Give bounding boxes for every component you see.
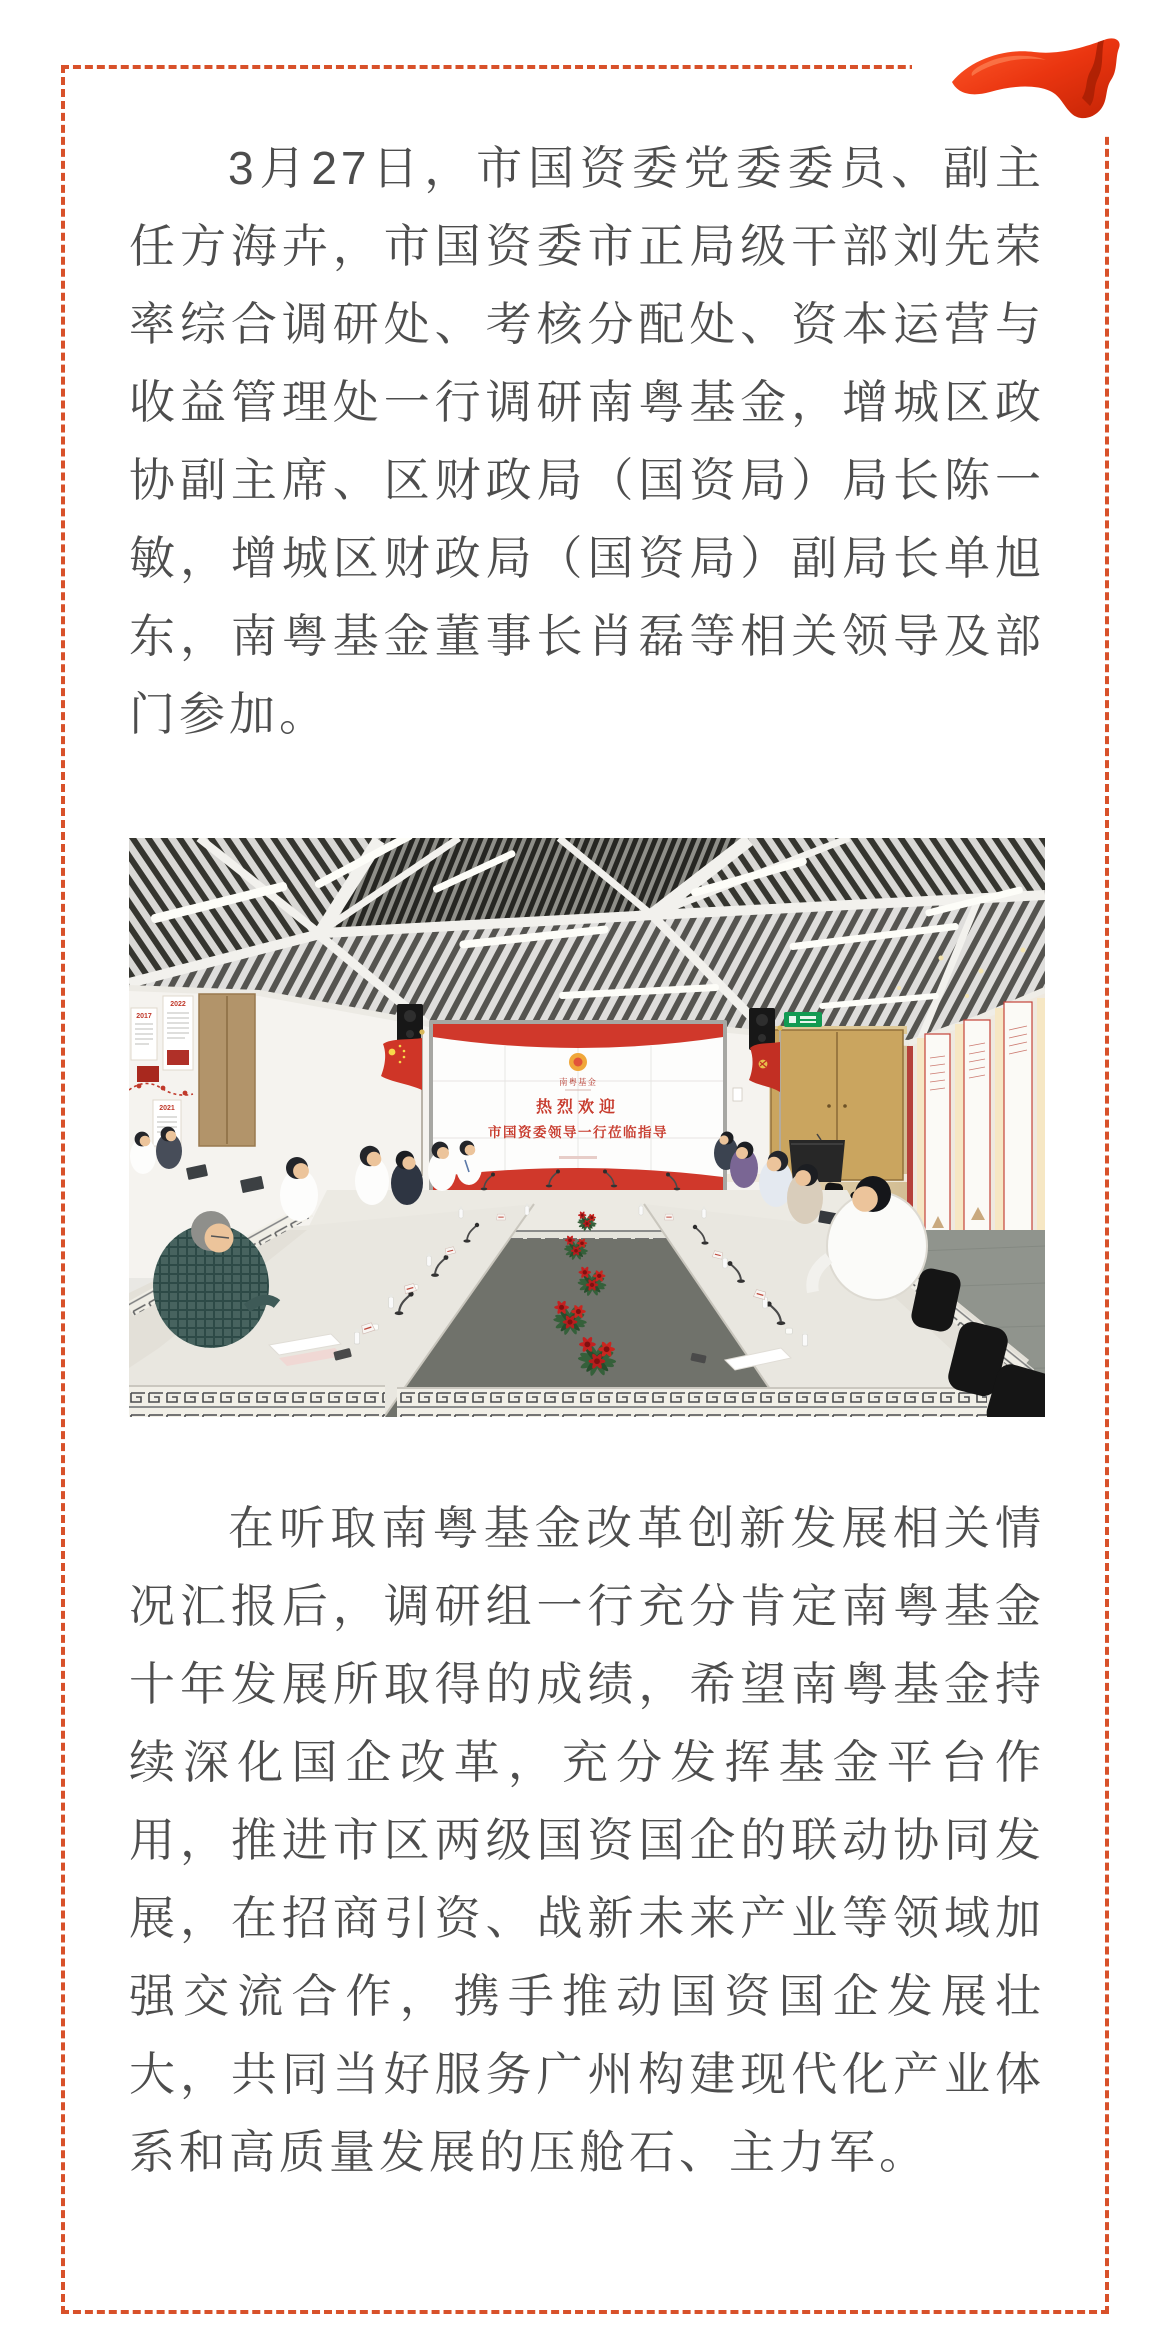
screen-welcome-line1: 热烈欢迎 xyxy=(535,1099,621,1116)
paragraph-2: 在听取南粤基金改革创新发展相关情况汇报后，调研组一行充分肯定南粤基金十年发展所取得的成绩，希望南粤基金持续深化国企改革，充分发挥基金平台作用，推进市区两级国资国企的联动协同发展，在招商引资、战新未来产业等领域加强交流合作，携手推动国资国企发展壮大，共同当好服务广州构建现代化产业体系和高质量发展的压舱石、主力军。 xyxy=(129,1502,1045,2178)
timeline-year-2: 2022 xyxy=(170,1001,186,1008)
exit-sign-icon xyxy=(784,1012,822,1027)
timeline-year-3: 2021 xyxy=(159,1105,175,1112)
paragraph-1: 3月27日，市国资委党委委员、副主任方海卉，市国资委市正局级干部刘先荣率综合调研处、考核分配处、资本运营与收益管理处一行调研南粤基金，增城区政协副主席、区财政局（国资局）局长陈一敏，增城区财政局（国资局）副局长单旭东，南粤基金董事长肖磊等相关领导及部门参加。 xyxy=(129,142,1045,740)
screen-welcome-line2: 市国资委领导一行莅临指导 xyxy=(488,1125,668,1140)
table-skirt-bands xyxy=(129,1386,987,1417)
timeline-year-1: 2017 xyxy=(136,1013,152,1020)
left-door xyxy=(199,994,255,1146)
screen-logo-text: 南粤基金 xyxy=(558,1077,598,1087)
wall-switch xyxy=(733,1088,742,1101)
meeting-photo xyxy=(129,838,1045,1417)
red-flag-ribbon-icon xyxy=(912,36,1140,136)
